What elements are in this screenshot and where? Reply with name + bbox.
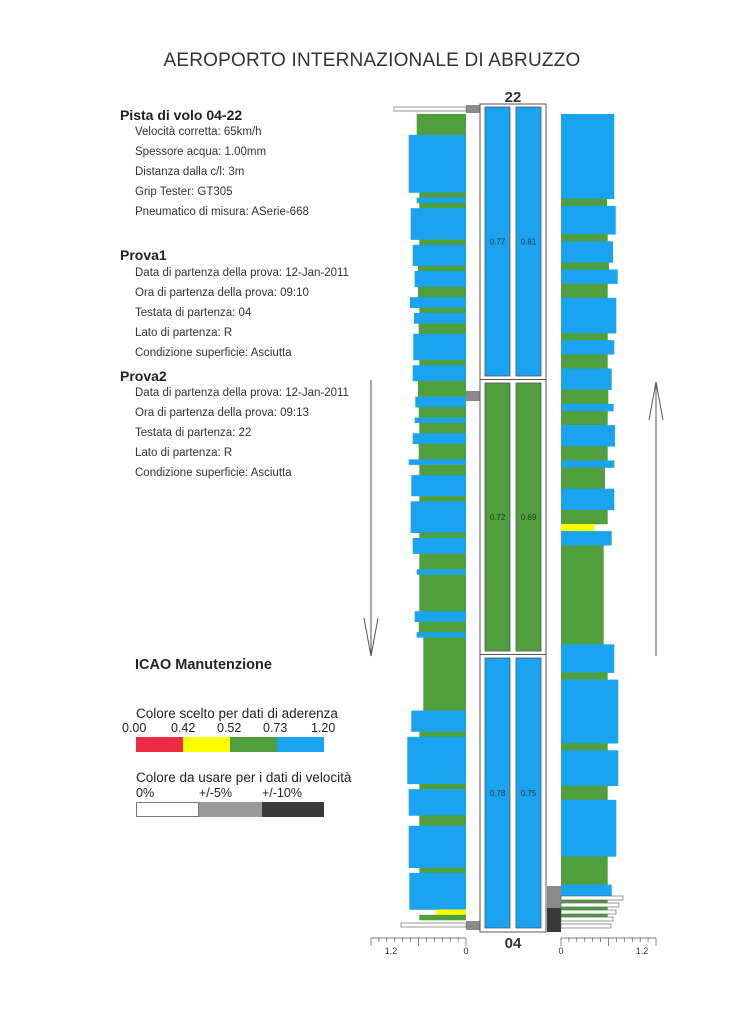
grip-bar [411, 501, 466, 533]
grip-bar [561, 743, 608, 750]
speed-legend-tick: +/-5% [199, 786, 233, 800]
prova2-line: Testata di partenza: 22 [135, 427, 252, 439]
grip-legend-tick: 0.73 [263, 721, 288, 735]
grip-bar [561, 460, 614, 467]
grip-bar [419, 423, 466, 434]
grip-bar [561, 680, 618, 744]
grip-bar [419, 308, 466, 314]
third-value-left: 0.72 [489, 513, 506, 522]
grip-bar [419, 622, 466, 633]
grip-bar [419, 815, 466, 826]
grip-bar [419, 732, 466, 738]
grip-bar [561, 856, 608, 885]
speed-indicator [466, 105, 480, 113]
grip-bar [561, 333, 608, 340]
grip-bar [561, 545, 604, 644]
grip-bar [411, 711, 466, 732]
grip-bar [415, 397, 466, 408]
grip-bar [415, 418, 466, 424]
prova1-line: Lato di partenza: R [135, 327, 233, 339]
third-value-left: 0.77 [489, 237, 506, 247]
prova1-line: Testata di partenza: 04 [135, 307, 252, 319]
end-bar [561, 924, 611, 928]
grip-legend-title: Colore scelto per dati di aderenza [136, 706, 338, 721]
grip-bar [419, 323, 466, 334]
runway-line: Spessore acqua: 1.00mm [135, 146, 267, 158]
grip-bar [561, 524, 594, 531]
axis-tick-label: 1.2 [635, 946, 649, 956]
speed-indicator [466, 921, 480, 930]
runway-end-bottom: 04 [504, 935, 522, 952]
end-bar [561, 903, 619, 907]
axis-right [561, 938, 656, 946]
runway-thirds [480, 107, 546, 928]
prova1-bars [407, 114, 466, 920]
end-bar [561, 910, 616, 914]
axis-tick-label: 0 [558, 946, 564, 956]
grip-bar [561, 800, 616, 857]
grip-bar [419, 203, 466, 209]
grip-bar [561, 298, 616, 334]
axis-tick-label: 1.2 [384, 946, 398, 956]
grip-bar [411, 208, 466, 240]
grip-bar [417, 632, 466, 638]
prova1-line: Ora di partenza della prova: 09:10 [135, 287, 309, 299]
axis-tick-label: 0 [463, 946, 469, 956]
prova1-line: Data di partenza della prova: 12-Jan-2011 [135, 267, 349, 279]
grip-bar [419, 784, 466, 790]
icao-title: ICAO Manutenzione [135, 657, 272, 673]
grip-bar [419, 915, 466, 921]
grip-bar [409, 789, 466, 816]
end-bar [394, 107, 466, 111]
grip-bar [561, 263, 609, 270]
prova2-line: Lato di partenza: R [135, 447, 233, 459]
grip-bar [561, 489, 614, 511]
grip-legend-tick: 0.00 [122, 721, 147, 735]
grip-bar [419, 465, 466, 476]
prova2-bars [561, 114, 618, 920]
runway-line: Velocità corretta: 65km/h [135, 126, 262, 138]
grip-bar [561, 234, 608, 241]
grip-bar [407, 737, 466, 784]
third-value-left: 0.78 [489, 789, 506, 798]
grip-bar [418, 266, 466, 272]
grip-bar [414, 313, 466, 324]
runway-title: Pista di volo 04-22 [120, 107, 243, 123]
grip-bar [561, 750, 618, 786]
grip-bar [413, 334, 466, 361]
prova2-line: Data di partenza della prova: 12-Jan-2011 [135, 387, 349, 399]
end-bar [401, 923, 466, 927]
grip-bar [561, 531, 612, 545]
grip-bar [561, 404, 614, 411]
grip-bar [561, 673, 608, 680]
speed-indicator [466, 391, 480, 401]
grip-bar [417, 114, 466, 135]
speed-legend-title: Colore da usare per i dati di velocità [136, 770, 352, 785]
grip-bar [561, 644, 614, 673]
grip-bar [413, 245, 466, 266]
grip-bar [561, 284, 608, 298]
runway-line: Pneumatico di misura: ASerie-668 [135, 206, 309, 218]
speed-indicator [547, 886, 561, 908]
grip-bar [423, 637, 466, 711]
grip-legend-tick: 0.52 [217, 721, 242, 735]
runway-end-top: 22 [504, 89, 522, 106]
grip-bar [419, 240, 466, 246]
prova1-line: Condizione superficie: Asciutta [135, 347, 292, 359]
grip-bar [419, 868, 466, 874]
prova2-line: Condizione superficie: Asciutta [135, 467, 292, 479]
grip-bar [415, 271, 466, 287]
grip-bar [561, 199, 607, 206]
grip-bar [561, 114, 614, 199]
grip-bar [409, 459, 466, 465]
grip-bar [561, 510, 608, 524]
grip-legend-tick: 0.42 [171, 721, 196, 735]
grip-bar [561, 468, 605, 490]
grip-bar [561, 369, 612, 391]
grip-bar [561, 390, 608, 404]
grip-bar [561, 354, 608, 368]
third-value-right: 0.69 [520, 513, 537, 522]
grip-bar [561, 206, 616, 235]
grip-bar [561, 425, 615, 447]
grip-bar [413, 365, 466, 381]
runway-line: Grip Tester: GT305 [135, 186, 233, 198]
grip-bar [419, 575, 466, 612]
grip-bar [413, 433, 466, 444]
grip-bar [561, 411, 608, 425]
third-value-right: 0.75 [520, 789, 537, 798]
grip-bar [418, 287, 466, 298]
grip-bar [419, 496, 466, 502]
grip-bar [409, 826, 466, 868]
page-title: AEROPORTO INTERNAZIONALE DI ABRUZZO [163, 50, 581, 71]
grip-bar [413, 538, 466, 554]
prova2-title: Prova2 [120, 368, 167, 384]
grip-bar [419, 554, 466, 570]
axis-left [371, 938, 466, 946]
speed-legend-tick: 0% [136, 786, 155, 800]
speed-legend-tick: +/-10% [262, 786, 302, 800]
grip-bar [561, 786, 608, 800]
prova2-line: Ora di partenza della prova: 09:13 [135, 407, 309, 419]
grip-bar [417, 198, 466, 204]
grip-bar [411, 475, 466, 496]
grip-bar [409, 873, 466, 910]
grip-bar [419, 360, 466, 366]
grip-bar [419, 533, 466, 539]
grip-bar [417, 569, 466, 575]
end-bar [561, 896, 623, 900]
runway-line: Distanza dalla c/l: 3m [135, 166, 245, 178]
prova1-title: Prova1 [120, 247, 167, 263]
speed-indicator [547, 908, 561, 932]
grip-bar [410, 297, 466, 308]
third-value-right: 0.81 [520, 237, 537, 247]
grip-bar [561, 446, 608, 460]
end-bar [561, 917, 613, 921]
grip-bar [561, 270, 618, 284]
grip-legend-tick: 1.20 [311, 721, 336, 735]
grip-bar [436, 910, 466, 916]
grip-bar [418, 381, 466, 397]
grip-bar [415, 611, 466, 622]
grip-bar [561, 340, 614, 354]
grip-bar [409, 135, 466, 193]
grip-bar [419, 444, 466, 460]
grip-bar [419, 193, 466, 199]
grip-bar [561, 241, 613, 262]
grip-bar [419, 407, 466, 418]
